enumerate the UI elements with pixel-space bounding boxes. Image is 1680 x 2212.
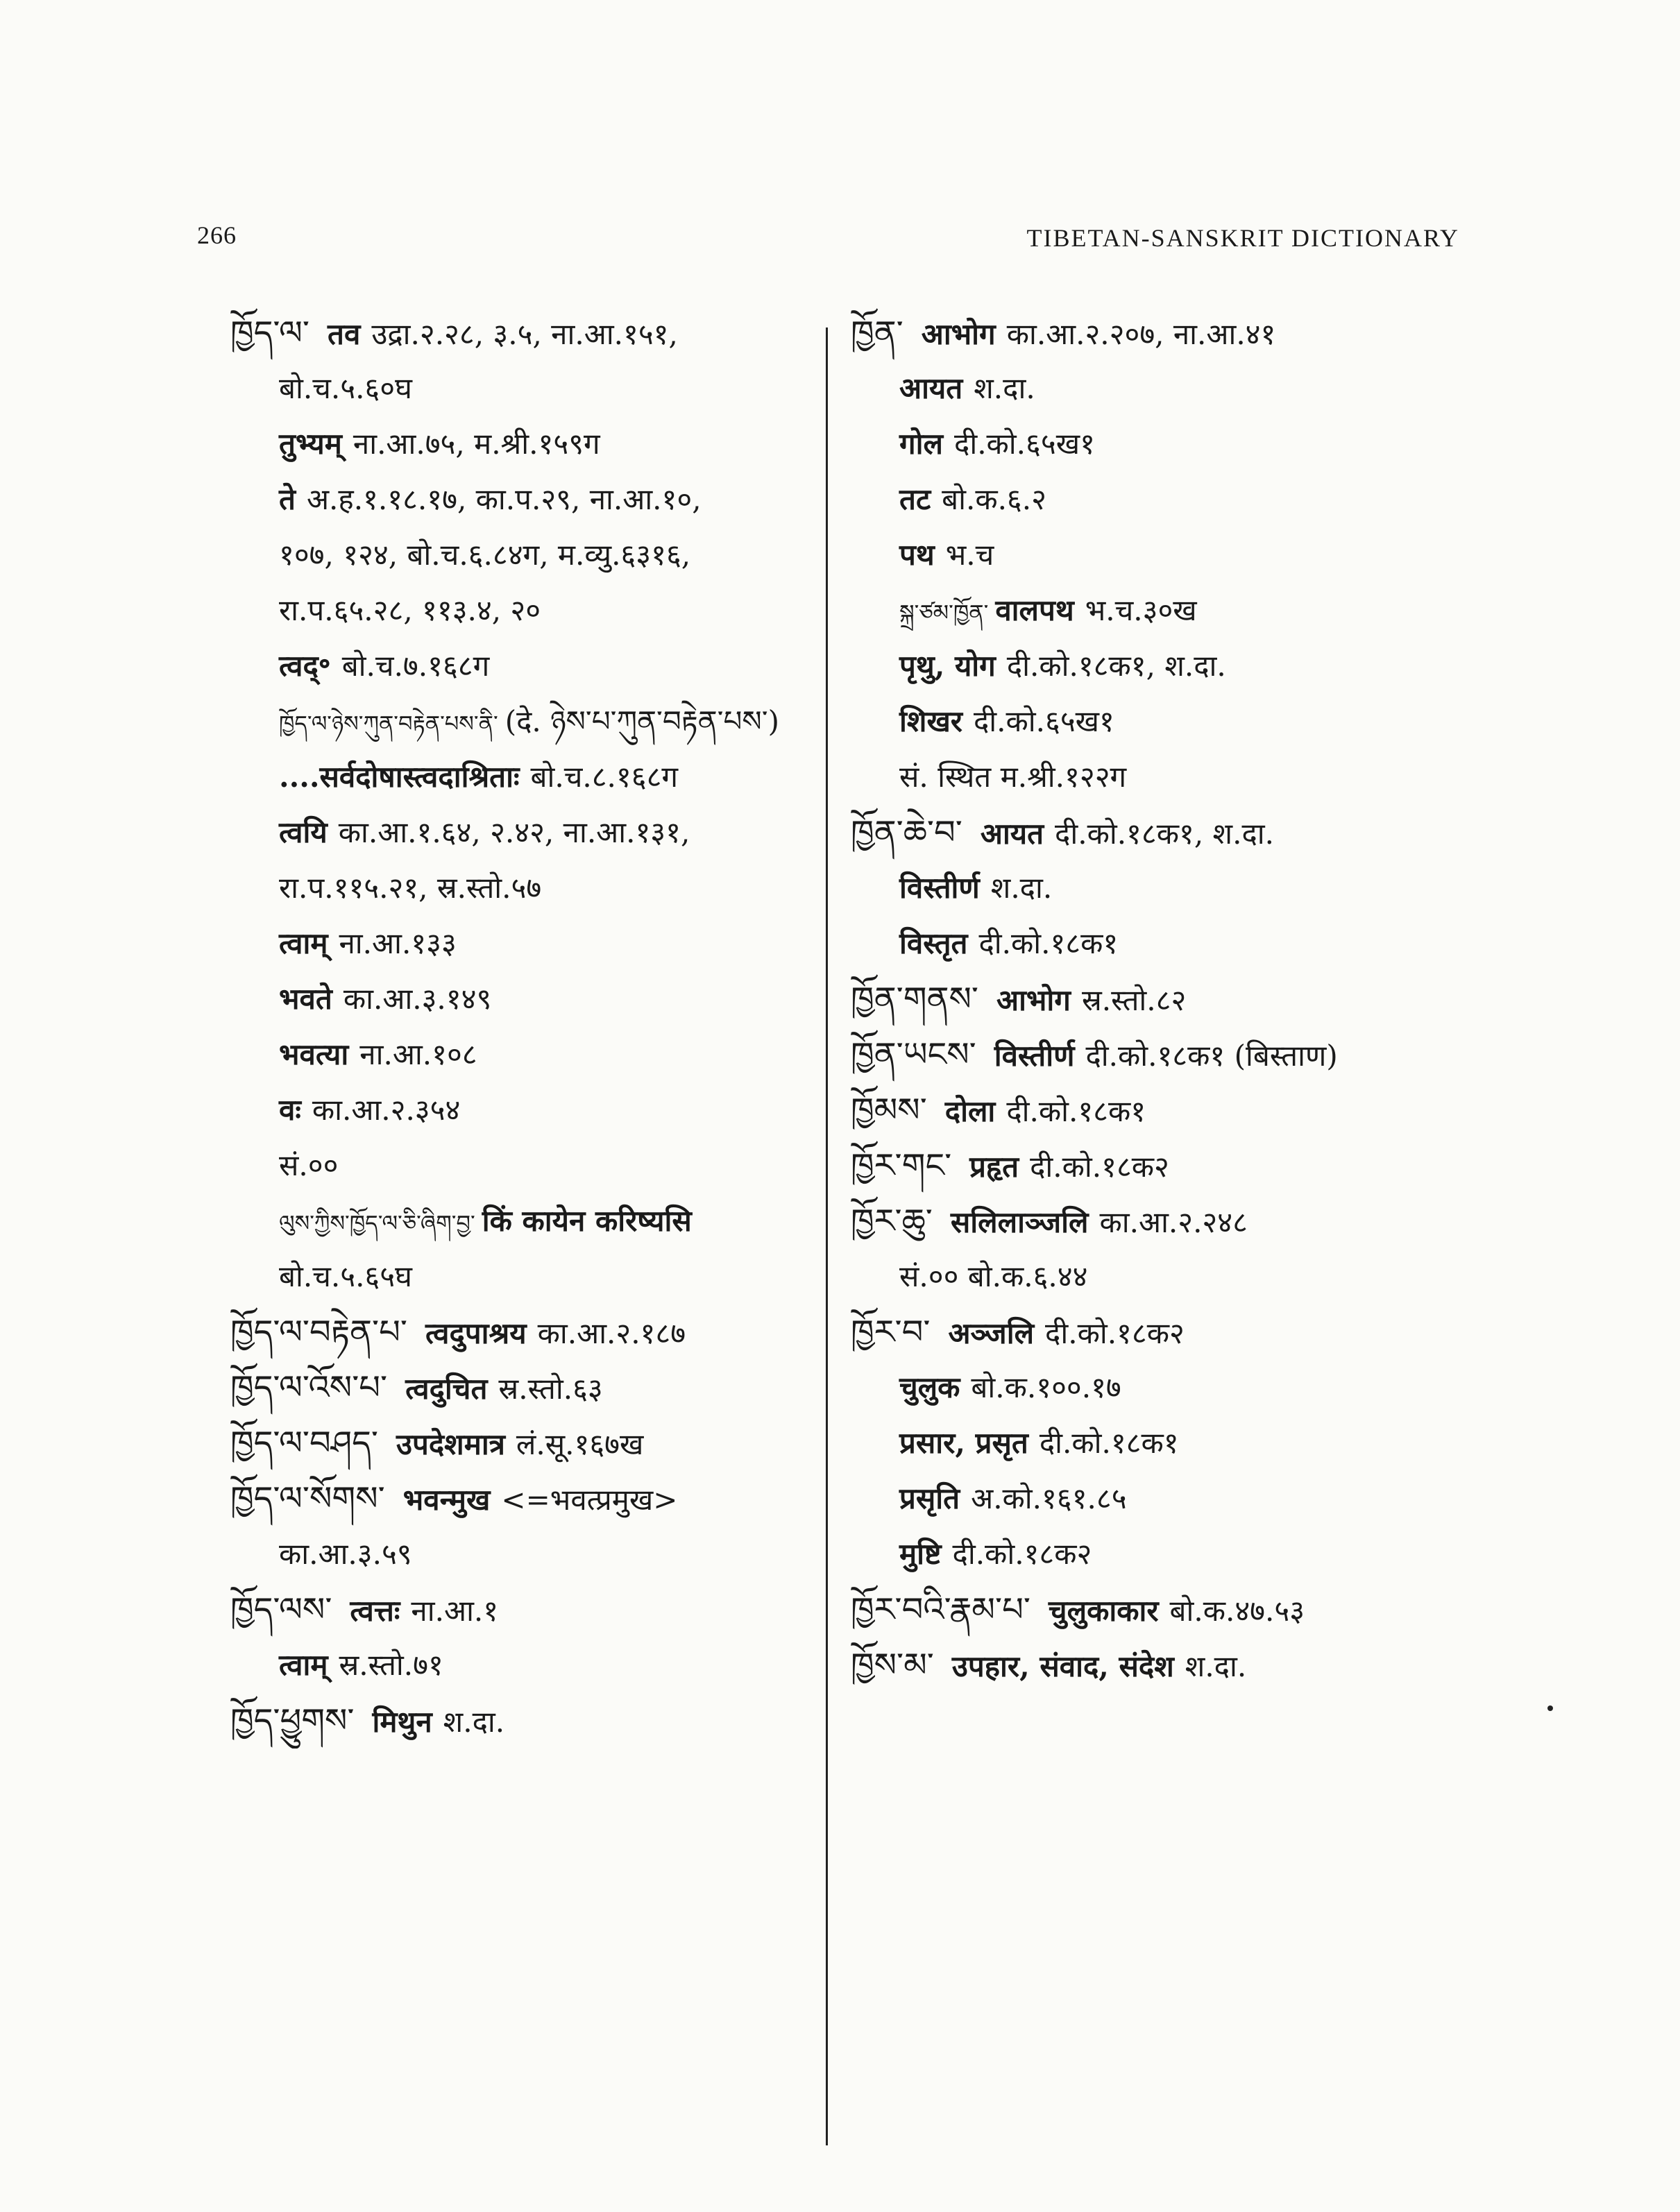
source-reference: दी.को.१८क१, श.दा.	[1006, 649, 1226, 683]
sanskrit-equivalent: तव	[328, 317, 361, 351]
tibetan-headword: ཁྱོན་	[851, 314, 903, 352]
source-reference: बो.क.६.२	[942, 482, 1046, 516]
sanskrit-equivalent: त्वदुपाश्रय	[425, 1316, 527, 1350]
entry-subline	[230, 916, 826, 971]
sanskrit-equivalent: त्वद्॰	[279, 649, 331, 683]
column-divider	[826, 327, 828, 2145]
tibetan-headword: ཁྱོད་ཕྱུགས་	[230, 1701, 355, 1740]
stray-mark	[1547, 1705, 1553, 1711]
entry-subline	[230, 971, 826, 1027]
entry-subline	[230, 583, 826, 638]
entry-subline	[851, 638, 1448, 694]
tibetan-headword: ལུས་ཀྱིས་ཁྱོད་ལ་ཅི་ཞིག་བྱ་	[279, 1210, 475, 1236]
sanskrit-equivalent: प्रसृति	[899, 1481, 960, 1515]
dictionary-entry	[230, 1415, 826, 1471]
source-reference: दी.को.१८क१ (बिस्ताण)	[1085, 1039, 1338, 1073]
entry-subline	[851, 472, 1448, 527]
entry-subline	[851, 1526, 1448, 1582]
entry-subline	[230, 1138, 826, 1193]
page-number: 266	[197, 221, 237, 249]
source-reference: सं. स्थित म.श्री.१२२ग	[899, 760, 1127, 794]
source-reference: दी.को.६५ख१	[954, 427, 1095, 461]
sanskrit-equivalent: त्वयि	[279, 815, 328, 849]
left-column	[230, 305, 826, 1749]
running-head: TIBETAN-SANSKRIT DICTIONARY	[1026, 224, 1459, 252]
source-reference: का.आ.२.२४८	[1099, 1205, 1248, 1239]
dictionary-entry	[230, 305, 826, 361]
entry-subline	[230, 1526, 826, 1582]
source-reference: बो.क.१००.१७	[971, 1370, 1121, 1404]
source-reference: उद्रा.२.२८, ३.५, ना.आ.१५१,	[371, 317, 678, 351]
sanskrit-equivalent: उपदेशमात्र	[396, 1427, 505, 1461]
source-reference: बो.च.५.६५घ	[279, 1259, 412, 1293]
entry-subline	[851, 361, 1448, 416]
source-reference: बो.च.५.६०घ	[279, 371, 412, 405]
sanskrit-equivalent: भवन्मुख	[402, 1483, 491, 1517]
tibetan-headword: ཁྱོར་བའི་རྣམ་པ་	[851, 1590, 1030, 1629]
source-reference: का.आ.२.३५४	[312, 1093, 461, 1127]
entry-subline	[230, 1027, 826, 1082]
dictionary-entry	[851, 1304, 1448, 1360]
source-reference: दी.को.१८क२	[1030, 1150, 1169, 1184]
sanskrit-equivalent: सलिलाञ्जलि	[950, 1205, 1089, 1239]
source-reference: दी.को.६५ख१	[973, 704, 1114, 738]
entry-subline	[230, 527, 826, 583]
entry-subline	[851, 527, 1448, 583]
sanskrit-equivalent: विस्तीर्ण	[899, 871, 980, 905]
sanskrit-equivalent: चुलुकाकार	[1048, 1594, 1159, 1628]
entry-subline	[230, 805, 826, 860]
sanskrit-equivalent: अञ्जलि	[948, 1316, 1035, 1350]
source-reference: दी.को.१८क१	[1006, 1094, 1146, 1128]
sanskrit-equivalent: आयत	[980, 817, 1044, 851]
dictionary-entry	[851, 305, 1448, 361]
entry-subline	[851, 694, 1448, 749]
source-reference: भ.च.३०ख	[1085, 593, 1197, 627]
sanskrit-equivalent: तुभ्यम्	[279, 427, 342, 461]
dictionary-entry	[851, 971, 1448, 1027]
dictionary-entry	[851, 1193, 1448, 1249]
source-reference: १०७, १२४, बो.च.६.८४ग, म.व्यु.६३१६,	[279, 538, 691, 572]
dictionary-entry	[851, 1138, 1448, 1193]
tibetan-headword: ཁྱོམས་	[851, 1091, 927, 1130]
sanskrit-equivalent: प्रहृत	[969, 1150, 1019, 1184]
source-reference: बो.क.४७.५३	[1169, 1594, 1305, 1628]
tibetan-headword: ཁྱོད་ལ་ཉེས་ཀུན་བརྟེན་པས་ནི་	[279, 711, 498, 737]
source-reference: अ.ह.१.१८.१७, का.प.२९, ना.आ.१०,	[306, 482, 702, 516]
dictionary-entry	[230, 1582, 826, 1637]
source-reference: ना.आ.१०८	[359, 1037, 477, 1071]
sanskrit-equivalent: आभोग	[921, 317, 996, 351]
entry-subline	[851, 1415, 1448, 1471]
right-column	[851, 305, 1448, 1693]
sanskrit-equivalent: तट	[899, 482, 931, 516]
source-reference: सं.००	[279, 1148, 339, 1182]
source-reference: श.दा.	[990, 871, 1053, 905]
tibetan-headword: ཁྱོད་ལ་འོས་པ་	[230, 1368, 388, 1407]
source-reference: अ.को.१६१.८५	[971, 1481, 1127, 1515]
entry-subline	[230, 1193, 826, 1249]
sanskrit-equivalent: आभोग	[996, 983, 1071, 1017]
sanskrit-equivalent: मुष्टि	[899, 1537, 942, 1571]
sanskrit-equivalent: त्वाम्	[279, 1648, 328, 1682]
source-reference: का.आ.१.६४, २.४२, ना.आ.१३१,	[338, 815, 690, 849]
tibetan-headword: ཁྱོད་ལ་བཤད་	[230, 1424, 378, 1463]
tibetan-headword: ཁྱོད་ལ་བརྟེན་པ་	[230, 1313, 407, 1352]
source-reference: (दे. ཉེས་པ་ཀུན་བརྟེན་པས་)	[504, 704, 779, 738]
source-reference: <=भवत्प्रमुख>	[501, 1483, 678, 1517]
source-reference: दी.को.१८क१	[1039, 1426, 1179, 1460]
source-reference: लं.सू.१६७ख	[516, 1427, 644, 1461]
tibetan-headword: ཁྱོན་ཆེ་བ་	[851, 813, 962, 852]
sanskrit-equivalent: वालपथ	[995, 593, 1074, 627]
dictionary-entry	[851, 1082, 1448, 1138]
entry-subline	[851, 749, 1448, 805]
sanskrit-equivalent: चुलुक	[899, 1370, 960, 1404]
source-reference: का.आ.२.१८७	[537, 1316, 686, 1350]
dictionary-entry	[230, 1360, 826, 1415]
sanskrit-equivalent: विस्तीर्ण	[994, 1039, 1075, 1073]
sanskrit-equivalent: पथ	[899, 538, 935, 572]
sanskrit-equivalent: विस्तृत	[899, 926, 968, 960]
source-reference: रा.प.६५.२८, ११३.४, २०	[279, 593, 541, 627]
dictionary-entry	[851, 1582, 1448, 1637]
dictionary-entry	[851, 805, 1448, 860]
tibetan-headword: ཁྱོད་ལས་	[230, 1590, 332, 1629]
source-reference: दी.को.१८क१, श.दा.	[1055, 817, 1274, 851]
sanskrit-equivalent: शिखर	[899, 704, 962, 738]
entry-subline	[230, 472, 826, 527]
entry-subline	[230, 749, 826, 805]
tibetan-headword: ཁྱོན་གནས་	[851, 980, 978, 1019]
source-reference: श.दा.	[443, 1705, 505, 1739]
entry-subline	[230, 1249, 826, 1304]
entry-subline	[851, 860, 1448, 916]
tibetan-headword: ཁྱོན་ཡངས་	[851, 1035, 976, 1074]
dictionary-entry	[230, 1471, 826, 1526]
entry-subline	[851, 416, 1448, 472]
sanskrit-equivalent: मिथुन	[372, 1705, 432, 1739]
dictionary-entry	[851, 1637, 1448, 1693]
tibetan-headword: ཁྱོར་བ་	[851, 1313, 931, 1352]
sanskrit-equivalent: पृथु, योग	[899, 649, 996, 683]
source-reference: का.आ.३.१४९	[343, 982, 492, 1016]
sanskrit-equivalent: गोल	[899, 427, 944, 461]
source-reference: भ.च	[945, 538, 994, 572]
sanskrit-equivalent: आयत	[899, 371, 963, 405]
source-reference: स्र.स्तो.७१	[339, 1648, 443, 1682]
sanskrit-equivalent: भवत्या	[279, 1037, 349, 1071]
source-reference: बो.च.८.१६८ग	[530, 760, 679, 794]
source-reference: दी.को.१८क२	[1045, 1316, 1185, 1350]
tibetan-headword: ཁྱོས་མ་	[851, 1646, 934, 1685]
sanskrit-equivalent: दोला	[944, 1094, 996, 1128]
sanskrit-equivalent: ....सर्वदोषास्त्वदाश्रिताः	[279, 760, 520, 794]
entry-subline	[230, 694, 826, 749]
source-reference: श.दा.	[974, 371, 1035, 405]
entry-subline	[851, 1360, 1448, 1415]
entry-subline	[230, 416, 826, 472]
entry-subline	[851, 1471, 1448, 1526]
sanskrit-equivalent: त्वाम्	[279, 926, 328, 960]
source-reference: बो.च.७.१६८ग	[341, 649, 490, 683]
tibetan-headword: ཁྱོར་ཆུ་	[851, 1202, 933, 1241]
dictionary-entry	[230, 1693, 826, 1749]
entry-subline	[230, 638, 826, 694]
sanskrit-equivalent: त्वत्तः	[350, 1594, 400, 1628]
source-reference: दी.को.१८क१	[978, 926, 1119, 960]
sanskrit-equivalent: वः	[279, 1093, 301, 1127]
tibetan-headword: ཁྱོད་ལ་	[230, 314, 310, 352]
dictionary-entry	[851, 1027, 1448, 1082]
source-reference: स्र.स्तो.६३	[498, 1372, 603, 1406]
sanskrit-equivalent: ते	[279, 482, 296, 516]
sanskrit-equivalent: त्वदुचित	[405, 1372, 488, 1406]
tibetan-headword: སྐྲ་ཙམ་ཁྱོན་	[899, 599, 989, 626]
entry-subline	[851, 583, 1448, 638]
sanskrit-equivalent: किं कायेन करिष्यसि	[482, 1204, 692, 1238]
sanskrit-equivalent: उपहार, संवाद, संदेश	[951, 1649, 1174, 1683]
source-reference: स्र.स्तो.८२	[1081, 983, 1187, 1017]
entry-subline	[230, 1082, 826, 1138]
entry-subline	[230, 1637, 826, 1693]
source-reference: ना.आ.१	[411, 1594, 499, 1628]
tibetan-headword: ཁྱོད་ལ་སོགས་	[230, 1479, 385, 1518]
source-reference: दी.को.१८क२	[952, 1537, 1092, 1571]
source-reference: श.दा.	[1185, 1649, 1247, 1683]
entry-subline	[851, 916, 1448, 971]
sanskrit-equivalent: प्रसार, प्रसृत	[899, 1426, 1028, 1460]
source-reference: ना.आ.१३३	[339, 926, 457, 960]
source-reference: का.आ.३.५९	[279, 1537, 412, 1571]
entry-subline	[230, 361, 826, 416]
entry-subline	[230, 860, 826, 916]
dictionary-entry	[230, 1304, 826, 1360]
tibetan-headword: ཁྱོར་གང་	[851, 1146, 952, 1185]
entry-subline	[851, 1249, 1448, 1304]
source-reference: रा.प.११५.२१, स्र.स्तो.५७	[279, 871, 542, 905]
source-reference: का.आ.२.२०७, ना.आ.४१	[1006, 317, 1276, 351]
source-reference: ना.आ.७५, म.श्री.१५९ग	[353, 427, 600, 461]
sanskrit-equivalent: भवते	[279, 982, 332, 1016]
source-reference: सं.०० बो.क.६.४४	[899, 1259, 1088, 1293]
